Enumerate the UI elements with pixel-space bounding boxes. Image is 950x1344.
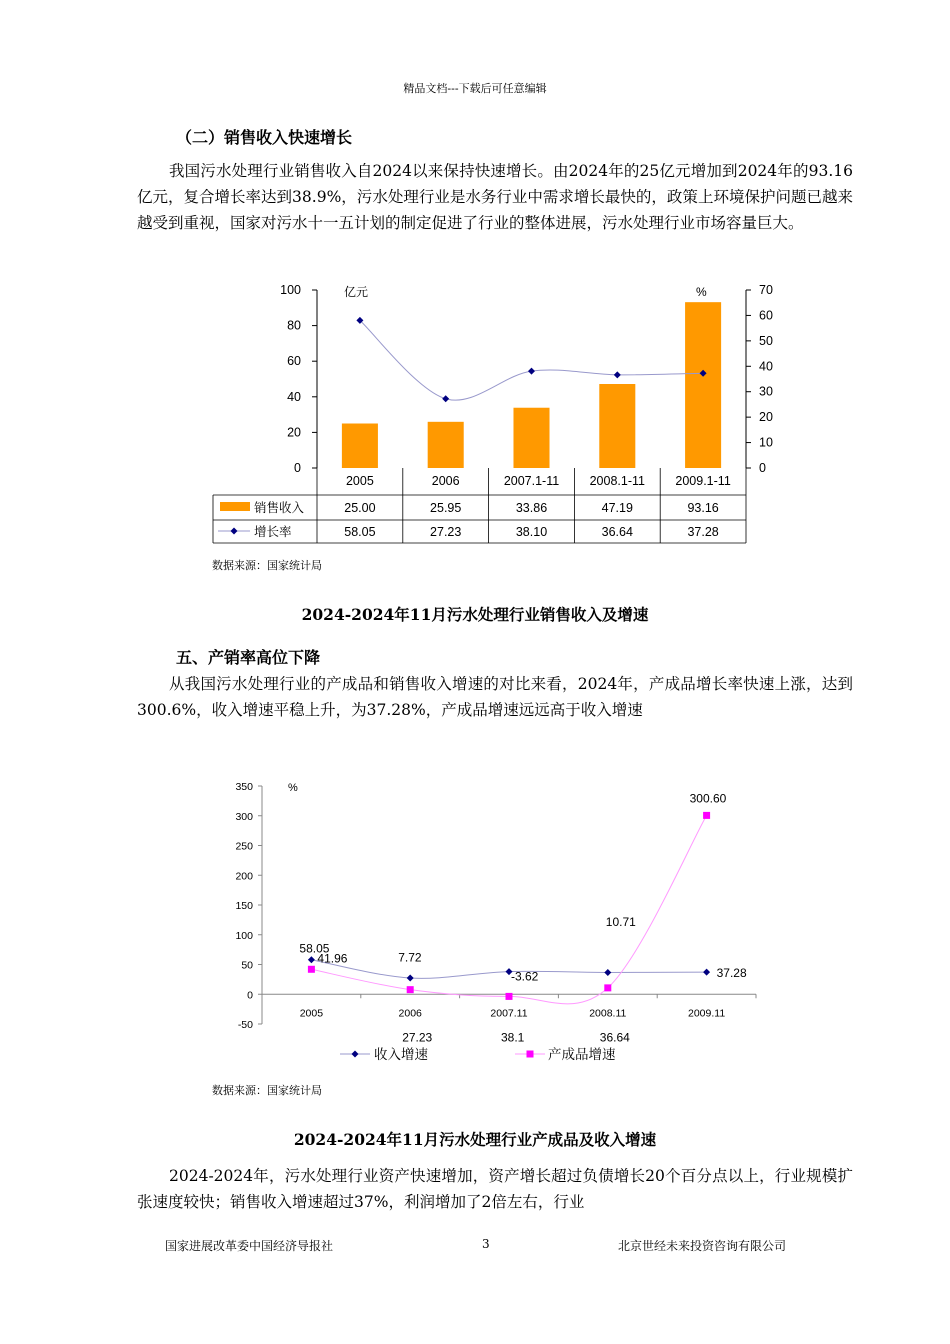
chart2-source: 数据来源：国家统计局 <box>212 1084 322 1097</box>
page-number: 3 <box>482 1237 490 1251</box>
paragraph-ratio: 从我国污水处理行业的产成品和销售收入增速的对比来看，2024年，产成品增长率快速上涨，达到300.6%，收入增速平稳上升，为37.28%，产成品增速远远高于收入增速 <box>137 675 853 719</box>
x-category-label: 2005 <box>299 1007 324 1020</box>
revenue-growth-point <box>407 975 414 982</box>
right-tick-label: 0 <box>759 461 766 475</box>
left-tick-label: 80 <box>287 318 301 333</box>
sales-value: 33.86 <box>515 501 548 515</box>
growth-value: 36.64 <box>601 525 633 539</box>
left-tick-label: 0 <box>294 461 301 475</box>
sales-bar <box>599 384 635 468</box>
revenue-growth-point <box>308 956 315 963</box>
x-category-label: 2005 <box>345 474 374 488</box>
sales-value: 25.00 <box>344 501 376 515</box>
product-growth-value: 41.96 <box>317 951 348 966</box>
paragraph-sales: 我国污水处理行业销售收入自2024以来保持快速增长。由2024年的25亿元增加到2024年的93.16亿元，复合增长率达到38.9%，污水处理行业是水务行业中需求增长最快的，政策上环境保护问题已越来越受到重视，国家对污水十一五计划的制定促进了行业的整体进展，污水处理行业市场容量巨大。 <box>137 162 853 232</box>
growth-rate-point <box>442 395 449 402</box>
revenue-growth-value: 27.23 <box>402 1030 433 1045</box>
x-category-label: 2008.11 <box>589 1007 627 1020</box>
y-tick-label: -50 <box>237 1019 253 1031</box>
right-tick-label: 30 <box>759 384 773 399</box>
paragraph-assets: 2024-2024年，污水处理行业资产快速增加，资产增长超过负债增长20个百分点以上，行业规模扩张速度较快；销售收入增速超过37%，利润增加了2倍左右，行业 <box>137 1167 853 1211</box>
sales-revenue-chart <box>210 276 773 548</box>
section-heading-ratio: 五、产销率高位下降 <box>176 648 321 667</box>
legend-revenue-label: 收入增速 <box>374 1047 428 1062</box>
y-tick-label: 200 <box>235 870 253 883</box>
growth-value: 37.28 <box>687 525 719 539</box>
product-growth-point <box>604 984 611 991</box>
product-growth-line <box>311 815 706 1003</box>
left-tick-label: 60 <box>287 354 301 369</box>
revenue-growth-point <box>604 969 611 976</box>
chart2-caption: 2024-2024年11月污水处理行业产成品及收入增速 <box>293 1130 657 1149</box>
revenue-growth-value: 37.28 <box>716 966 747 981</box>
chart1-source: 数据来源：国家统计局 <box>212 559 322 572</box>
left-tick-label: 20 <box>287 425 301 440</box>
y-tick-label: 350 <box>235 781 253 793</box>
left-tick-label: 40 <box>287 389 301 404</box>
x-category-label: 2008.1-11 <box>589 474 645 488</box>
x-category-label: 2009.11 <box>688 1007 726 1020</box>
x-category-label: 2006 <box>398 1007 422 1020</box>
footer-right: 北京世经未来投资咨询有限公司 <box>618 1239 787 1253</box>
legend-product-marker <box>527 1051 534 1058</box>
x-category-label: 2007.11 <box>490 1007 528 1020</box>
y-tick-label: 0 <box>247 989 253 1002</box>
growth-rate-point <box>528 368 535 375</box>
legend-growth: 增长率 <box>254 525 292 539</box>
sales-value: 25.95 <box>430 501 462 515</box>
y-tick-label: 150 <box>235 900 253 912</box>
chart2-unit-label: % <box>288 782 298 794</box>
sales-value: 47.19 <box>601 501 633 515</box>
section-heading-sales: （二）销售收入快速增长 <box>176 128 353 147</box>
right-tick-label: 70 <box>759 283 773 297</box>
product-growth-point <box>703 812 710 819</box>
chart1-caption: 2024-2024年11月污水处理行业销售收入及增速 <box>301 605 649 624</box>
growth-rate-point <box>614 371 621 378</box>
right-tick-label: 10 <box>759 435 773 450</box>
x-category-label: 2007.1-11 <box>503 474 560 488</box>
right-tick-label: 20 <box>759 410 773 425</box>
revenue-growth-value: 36.64 <box>599 1030 630 1045</box>
footer-left: 国家进展改革委中国经济导报社 <box>165 1239 334 1253</box>
growth-value: 27.23 <box>430 525 462 539</box>
y-tick-label: 100 <box>235 929 253 942</box>
y-tick-label: 250 <box>235 840 253 853</box>
product-growth-value: 300.60 <box>689 791 727 806</box>
growth-rate-line <box>360 320 703 400</box>
page-header: 精品文档---下载后可任意编辑 <box>403 82 547 95</box>
left-unit-label: 亿元 <box>344 285 369 299</box>
legend-revenue-marker <box>352 1051 359 1058</box>
revenue-growth-value: 58.05 <box>299 941 330 956</box>
sales-bar <box>513 408 549 468</box>
sales-bar <box>342 424 378 469</box>
product-growth-point <box>308 966 315 973</box>
right-tick-label: 50 <box>759 333 773 348</box>
product-growth-value: 10.71 <box>605 914 636 929</box>
growth-comparison-chart <box>220 770 780 1070</box>
product-growth-value: -3.62 <box>511 969 539 984</box>
sales-bar <box>428 422 464 468</box>
growth-value: 38.10 <box>515 525 548 539</box>
revenue-growth-point <box>703 969 710 976</box>
y-tick-label: 50 <box>241 959 253 972</box>
sales-value: 93.16 <box>687 501 719 515</box>
x-category-label: 2006 <box>431 474 460 488</box>
legend-bar-swatch <box>220 502 250 511</box>
x-category-label: 2009.1-11 <box>675 474 731 488</box>
product-growth-value: 7.72 <box>398 950 422 965</box>
growth-value: 58.05 <box>344 525 376 539</box>
right-unit-label: % <box>696 285 707 299</box>
product-growth-point <box>506 993 513 1000</box>
y-tick-label: 300 <box>235 810 253 823</box>
revenue-growth-value: 38.1 <box>501 1030 525 1045</box>
left-tick-label: 100 <box>280 283 301 297</box>
product-growth-point <box>407 986 414 993</box>
right-tick-label: 40 <box>759 359 773 374</box>
right-tick-label: 60 <box>759 308 773 323</box>
legend-line-marker <box>231 528 238 535</box>
legend-product-label: 产成品增速 <box>548 1047 616 1062</box>
sales-bar <box>685 302 721 468</box>
legend-sales: 销售收入 <box>254 501 305 515</box>
